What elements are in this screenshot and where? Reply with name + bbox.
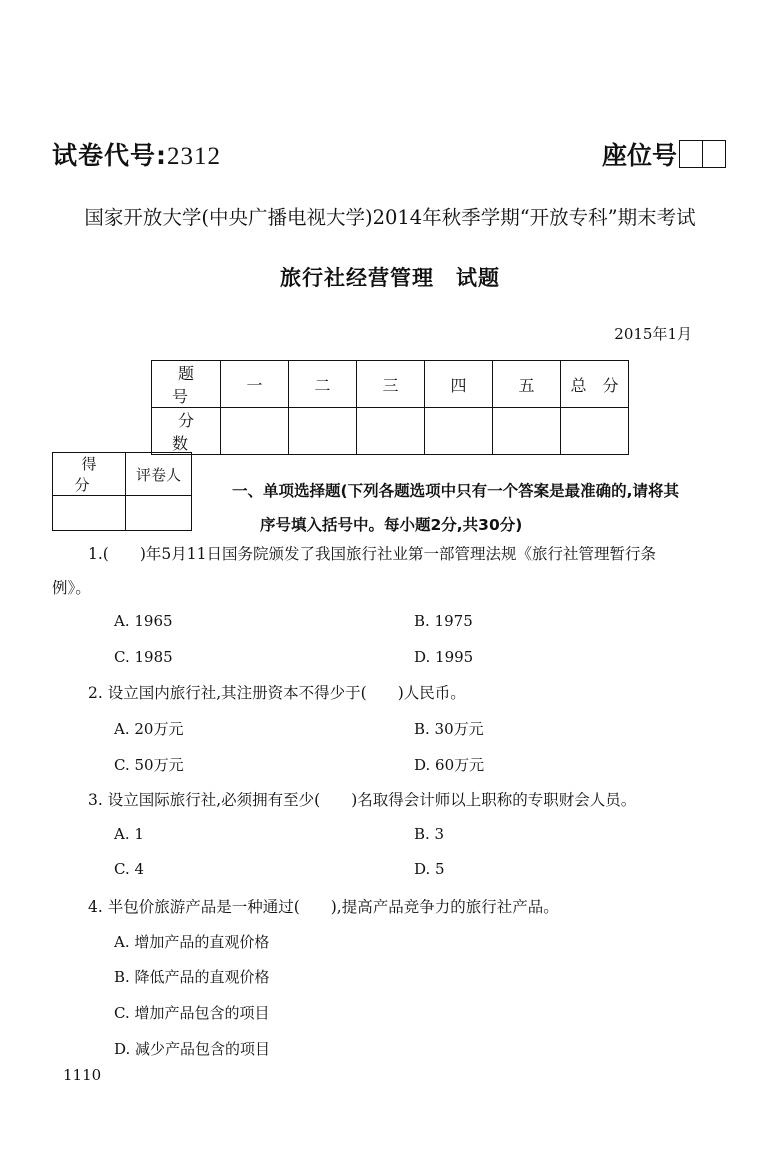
question-3-text: 3. 设立国际旅行社,必须拥有至少( )名取得会计师以上职称的专职财会人员。 — [88, 791, 637, 809]
seat-number-boxes — [679, 140, 726, 168]
question-3-option-d: D. 5 — [414, 860, 445, 878]
score-table — [151, 360, 629, 455]
question-3-option-c: C. 4 — [114, 860, 145, 878]
subject-title: 旅行社经营管理 试题 — [280, 266, 500, 290]
question-4-option-d: D. 减少产品包含的项目 — [114, 1040, 271, 1058]
score-table-header-row — [152, 361, 629, 408]
section-heading — [232, 474, 732, 542]
score-cell — [357, 408, 425, 455]
question-1-option-d: D. 1995 — [414, 648, 474, 666]
grader-table — [52, 452, 192, 531]
seat-box-cell — [702, 141, 725, 167]
score-header-cell: 一 — [221, 361, 289, 408]
question-4-option-c: C. 增加产品包含的项目 — [114, 1004, 270, 1022]
score-header-cell: 二 — [289, 361, 357, 408]
question-4-text: 4. 半包价旅游产品是一种通过( ),提高产品竞争力的旅行社产品。 — [88, 898, 559, 916]
score-cell — [561, 408, 629, 455]
university-line: 国家开放大学(中央广播电视大学)2014年秋季学期“开放专科”期末考试 — [84, 206, 696, 229]
question-1-text-cont: 例》。 — [52, 579, 91, 597]
question-4-option-a: A. 增加产品的直观价格 — [114, 933, 270, 951]
score-header-cell: 总 分 — [561, 361, 629, 408]
question-4-option-b: B. 降低产品的直观价格 — [114, 968, 270, 986]
grader-name-cell — [126, 496, 192, 531]
score-header-cell: 题 号 — [152, 361, 221, 408]
section-heading-line2: 序号填入括号中。每小题2分,共30分) — [260, 516, 523, 534]
question-1-option-c: C. 1985 — [114, 648, 173, 666]
question-2-option-d: D. 60万元 — [414, 756, 485, 774]
score-table-score-row — [152, 408, 629, 455]
score-header-cell: 四 — [425, 361, 493, 408]
seat-number-label: 座位号 — [601, 141, 677, 170]
section-heading-line1: 一、单项选择题(下列各题选项中只有一个答案是最准确的,请将其 — [232, 482, 679, 500]
score-header-cell: 三 — [357, 361, 425, 408]
exam-date: 2015年1月 — [614, 325, 692, 343]
question-2-option-a: A. 20万元 — [114, 720, 184, 738]
page-number: 1110 — [63, 1066, 102, 1084]
exam-code-label: 试卷代号: — [52, 141, 167, 170]
question-1-text: 1.( )年5月11日国务院颁发了我国旅行社业第一部管理法规《旅行社管理暂行条 — [88, 545, 656, 563]
score-cell — [289, 408, 357, 455]
score-cell — [493, 408, 561, 455]
grader-name-label: 评卷人 — [126, 453, 192, 496]
question-2-text: 2. 设立国内旅行社,其注册资本不得少于( )人民币。 — [88, 684, 466, 702]
question-3-option-b: B. 3 — [414, 825, 445, 843]
exam-code-value: 2312 — [167, 143, 221, 170]
score-header-cell: 五 — [493, 361, 561, 408]
grader-score-label: 得 分 — [53, 453, 126, 496]
question-1-option-a: A. 1965 — [114, 612, 173, 630]
score-row-label: 分 数 — [152, 408, 221, 455]
question-2-option-b: B. 30万元 — [414, 720, 484, 738]
score-cell — [425, 408, 493, 455]
seat-number — [602, 136, 726, 172]
question-2-option-c: C. 50万元 — [114, 756, 184, 774]
exam-code — [52, 136, 221, 172]
grader-score-cell — [53, 496, 126, 531]
question-3-option-a: A. 1 — [114, 825, 144, 843]
seat-box-cell — [680, 141, 702, 167]
question-1-option-b: B. 1975 — [414, 612, 473, 630]
